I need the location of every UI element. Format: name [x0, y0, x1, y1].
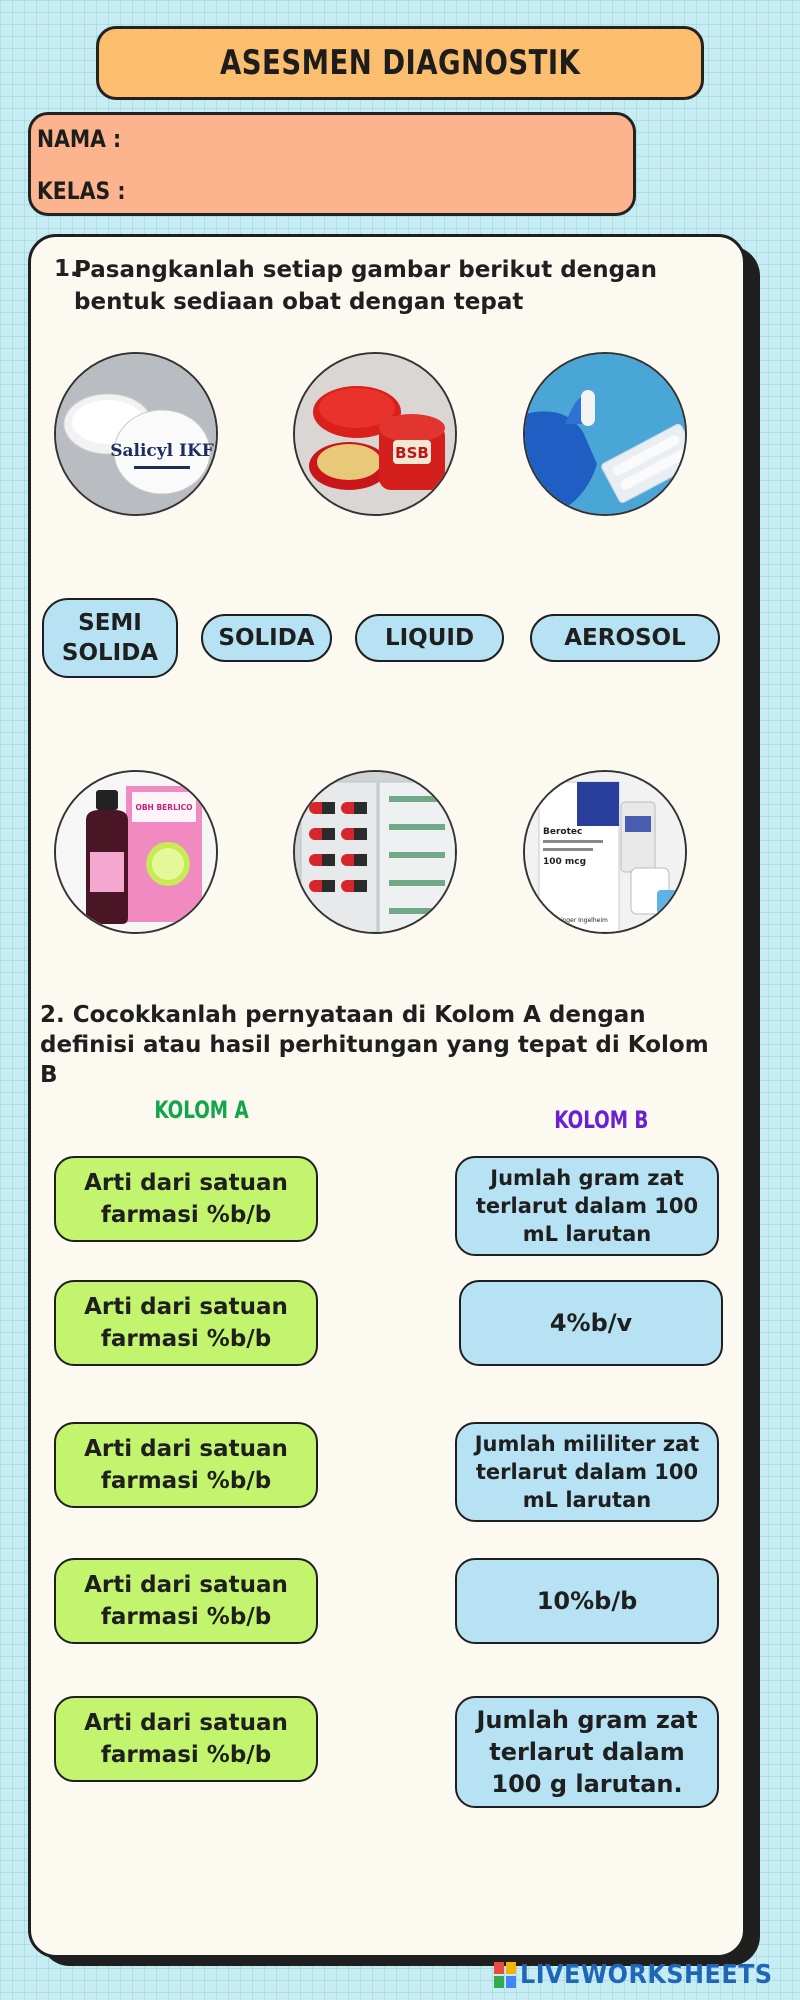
category-semi-solida[interactable]: SEMI SOLIDA — [42, 598, 178, 678]
question1-text: Pasangkanlah setiap gambar berikut dengan bentuk sediaan obat dengan tepat — [74, 257, 657, 315]
suppository-glove-icon[interactable] — [523, 352, 687, 516]
title-banner — [96, 26, 704, 100]
kolom-a-item-3[interactable]: Arti dari satuan farmasi %b/b — [54, 1422, 318, 1508]
kolom-b-item-3[interactable]: Jumlah mililiter zat terlarut dalam 100 mL larutan — [455, 1422, 719, 1522]
liveworksheets-icon — [494, 1962, 516, 1988]
syrup-label: OBH BERLICO — [135, 803, 193, 812]
inhaler-brand-label: Boehringer Ingelheim — [543, 917, 608, 924]
kolom-b-item-2[interactable]: 4%b/v — [459, 1280, 723, 1366]
inhaler-dose-label: 100 mcg — [543, 857, 587, 867]
class-label: KELAS : — [37, 177, 126, 205]
salicyl-label: Salicyl IKF — [110, 441, 214, 461]
liveworksheets-logo[interactable] — [494, 1958, 795, 1992]
kolom-a-item-4[interactable]: Arti dari satuan farmasi %b/b — [54, 1558, 318, 1644]
balm-label: BSB — [395, 444, 429, 462]
kolom-a-item-5[interactable]: Arti dari satuan farmasi %b/b — [54, 1696, 318, 1782]
capsule-blister-icon[interactable] — [293, 770, 457, 934]
syrup-bottle-icon[interactable] — [54, 770, 218, 934]
kolom-b-item-4[interactable]: 10%b/b — [455, 1558, 719, 1644]
kolom-a-item-1[interactable]: Arti dari satuan farmasi %b/b — [54, 1156, 318, 1242]
category-aerosol[interactable]: AEROSOL — [530, 614, 720, 662]
kolom-b-item-1[interactable]: Jumlah gram zat terlarut dalam 100 mL larutan — [455, 1156, 719, 1256]
kolom-b-header: KOLOM B — [554, 1106, 649, 1134]
kolom-a-item-2[interactable]: Arti dari satuan farmasi %b/b — [54, 1280, 318, 1366]
identity-box — [28, 112, 636, 216]
category-solida[interactable]: SOLIDA — [201, 614, 332, 662]
question2-text: 2. Cocokkanlah pernyataan di Kolom A dengan definisi atau hasil perhitungan yang tepat di Kolom B — [40, 1002, 709, 1088]
page-title: ASESMEN DIAGNOSTIK — [219, 43, 581, 83]
inhaler-label: Berotec — [543, 827, 583, 837]
category-liquid[interactable]: LIQUID — [355, 614, 504, 662]
kolom-b-item-5[interactable]: Jumlah gram zat terlarut dalam 100 g larutan. — [455, 1696, 719, 1808]
inhaler-box-icon[interactable] — [523, 770, 687, 934]
name-label: NAMA : — [37, 125, 122, 153]
kolom-a-header: KOLOM A — [154, 1096, 249, 1124]
footer-brand: LIVEWORKSHEETS — [520, 1960, 773, 1990]
question1-number: 1. — [54, 256, 79, 282]
salicyl-jar-icon[interactable] — [54, 352, 218, 516]
red-balm-jars-icon[interactable] — [293, 352, 457, 516]
